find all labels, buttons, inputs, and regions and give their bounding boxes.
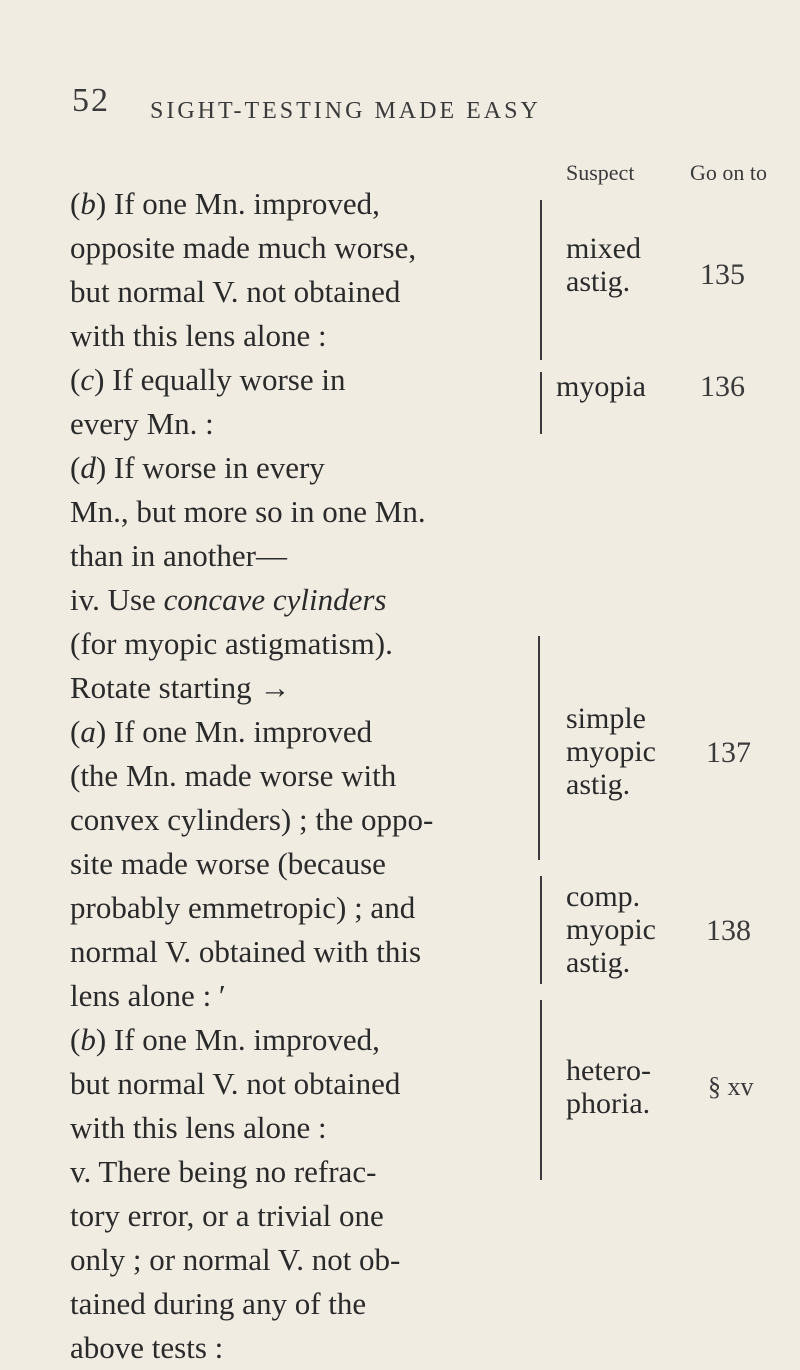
- suspect-entry-1: [566, 232, 641, 298]
- suspect-entry-5: [566, 1054, 651, 1120]
- text-line: (for myopic astigmatism).: [70, 626, 393, 661]
- goto-entry-5: § xv: [708, 1072, 754, 1101]
- suspect-entry-3: [566, 702, 656, 801]
- text-line: with this lens alone :: [70, 1110, 327, 1145]
- suspect-line: comp.: [566, 880, 641, 913]
- text-line: convex cylinders) ; the oppo-: [70, 802, 434, 837]
- brace-4: [540, 876, 542, 984]
- text-line: tory error, or a trivial one: [70, 1198, 384, 1233]
- suspect-entry-2: [556, 370, 646, 403]
- goto-entry-1: 135: [700, 258, 745, 291]
- text-line: (c) If equally worse in: [70, 362, 346, 397]
- text-line: every Mn. :: [70, 406, 214, 441]
- suspect-line: myopic: [566, 735, 656, 768]
- text-line: lens alone : ′: [70, 978, 226, 1013]
- goto-entry-2: 136: [700, 370, 745, 403]
- text-line: than in another—: [70, 538, 287, 573]
- text-line: (b) If one Mn. improved,: [70, 1022, 380, 1057]
- text-line: above tests :: [70, 1330, 224, 1365]
- text-line: probably emmetropic) ; and: [70, 890, 416, 925]
- text-line: (d) If worse in every: [70, 450, 325, 485]
- brace-2: [540, 372, 542, 434]
- text-line: Mn., but more so in one Mn.: [70, 494, 426, 529]
- text-line: tained during any of the: [70, 1286, 367, 1321]
- suspect-line: astig.: [566, 768, 631, 801]
- text-line: (a) If one Mn. improved: [70, 714, 373, 749]
- column-header-suspect: Suspect: [566, 160, 635, 185]
- text-line: opposite made much worse,: [70, 230, 417, 265]
- brace-1: [540, 200, 542, 360]
- text-line: only ; or normal V. not ob-: [70, 1242, 401, 1277]
- suspect-line: astig.: [566, 265, 631, 298]
- text-line: but normal V. not obtained: [70, 1066, 401, 1101]
- suspect-line: myopia: [556, 370, 646, 403]
- goto-entry-4: 138: [706, 914, 751, 947]
- text-line: with this lens alone :: [70, 318, 327, 353]
- text-line: normal V. obtained with this: [70, 934, 422, 969]
- page-number: 52: [72, 82, 110, 119]
- text-line: (b) If one Mn. improved,: [70, 186, 380, 221]
- suspect-line: hetero-: [566, 1054, 651, 1087]
- suspect-line: myopic: [566, 913, 656, 946]
- suspect-entry-4: [566, 880, 656, 979]
- text-line: Rotate starting →: [70, 670, 291, 705]
- brace-5: [540, 1000, 542, 1180]
- column-header-go-on-to: Go on to: [690, 160, 767, 185]
- text-body-lines: [70, 182, 433, 1370]
- text-line: v. There being no refrac-: [70, 1154, 377, 1189]
- suspect-line: mixed: [566, 232, 641, 265]
- text-line: (the Mn. made worse with: [70, 758, 397, 793]
- running-title: SIGHT-TESTING MADE EASY: [150, 98, 541, 124]
- text-line: iv. Use concave cylinders: [70, 582, 387, 617]
- brace-3: [538, 636, 540, 860]
- suspect-line: simple: [566, 702, 646, 735]
- suspect-line: phoria.: [566, 1087, 651, 1120]
- goto-entry-3: 137: [706, 736, 751, 769]
- text-line: site made worse (because: [70, 846, 386, 881]
- suspect-line: astig.: [566, 946, 631, 979]
- text-line: but normal V. not obtained: [70, 274, 401, 309]
